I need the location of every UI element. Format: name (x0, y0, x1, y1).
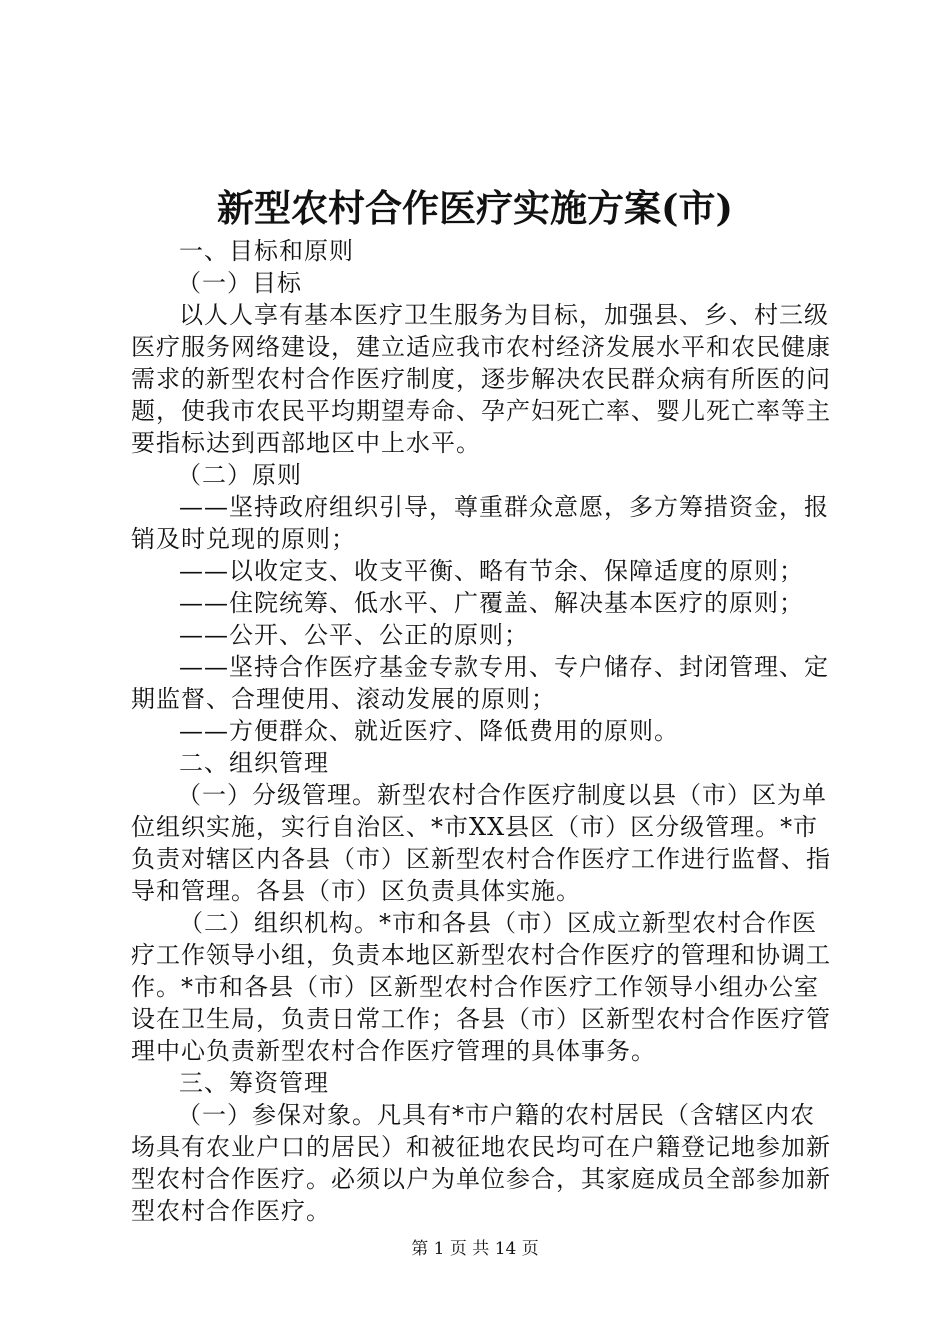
principle-item: ——坚持政府组织引导，尊重群众意愿，多方筹措资金，报销及时兑现的原则； (131, 493, 829, 553)
principle-item: ——方便群众、就近医疗、降低费用的原则。 (179, 717, 679, 745)
subsection-heading-goal: （一）目标 (177, 269, 302, 297)
paragraph-tiered-management: （一）分级管理。新型农村合作医疗制度以县（市）区为单位组织实施，实行自治区、*市XX县区（市）区分级管理。*市负责对辖区内各县（市）区新型农村合作医疗工作进行监督、指导和管理。各县（市）区负责具体实施。 (131, 781, 831, 905)
section-heading-3: 三、筹资管理 (179, 1069, 329, 1097)
document-title: 新型农村合作医疗实施方案(市) (216, 186, 733, 230)
paragraph-goal: 以人人享有基本医疗卫生服务为目标，加强县、乡、村三级医疗服务网络建设，建立适应我市农村经济发展水平和农民健康需求的新型农村合作医疗制度，逐步解决农民群众病有所医的问题，使我市农民平均期望寿命、孕产妇死亡率、婴儿死亡率等主要指标达到西部地区中上水平。 (131, 301, 831, 457)
principle-item: ——坚持合作医疗基金专款专用、专户储存、封闭管理、定期监督、合理使用、滚动发展的原则； (131, 653, 829, 713)
principle-item: ——以收定支、收支平衡、略有节余、保障适度的原则； (179, 557, 804, 585)
document-body (131, 235, 837, 1227)
principle-item: ——住院统筹、低水平、广覆盖、解决基本医疗的原则； (179, 589, 804, 617)
page-footer: 第 1 页 共 14 页 (411, 1239, 539, 1259)
principle-item: ——公开、公平、公正的原则； (179, 621, 529, 649)
paragraph-insured-persons: （一）参保对象。凡具有*市户籍的农村居民（含辖区内农场具有农业户口的居民）和被征地农民均可在户籍登记地参加新型农村合作医疗。必须以户为单位参合，其家庭成员全部参加新型农村合作医疗。 (131, 1101, 831, 1225)
section-heading-2: 二、组织管理 (179, 749, 329, 777)
subsection-heading-principles: （二）原则 (177, 461, 302, 489)
paragraph-organization: （二）组织机构。*市和各县（市）区成立新型农村合作医疗工作领导小组，负责本地区新型农村合作医疗的管理和协调工作。*市和各县（市）区新型农村合作医疗工作领导小组办公室设在卫生局，负责日常工作；各县（市）区新型农村合作医疗管理中心负责新型农村合作医疗管理的具体事务。 (131, 909, 831, 1065)
section-heading-1: 一、目标和原则 (179, 237, 354, 265)
